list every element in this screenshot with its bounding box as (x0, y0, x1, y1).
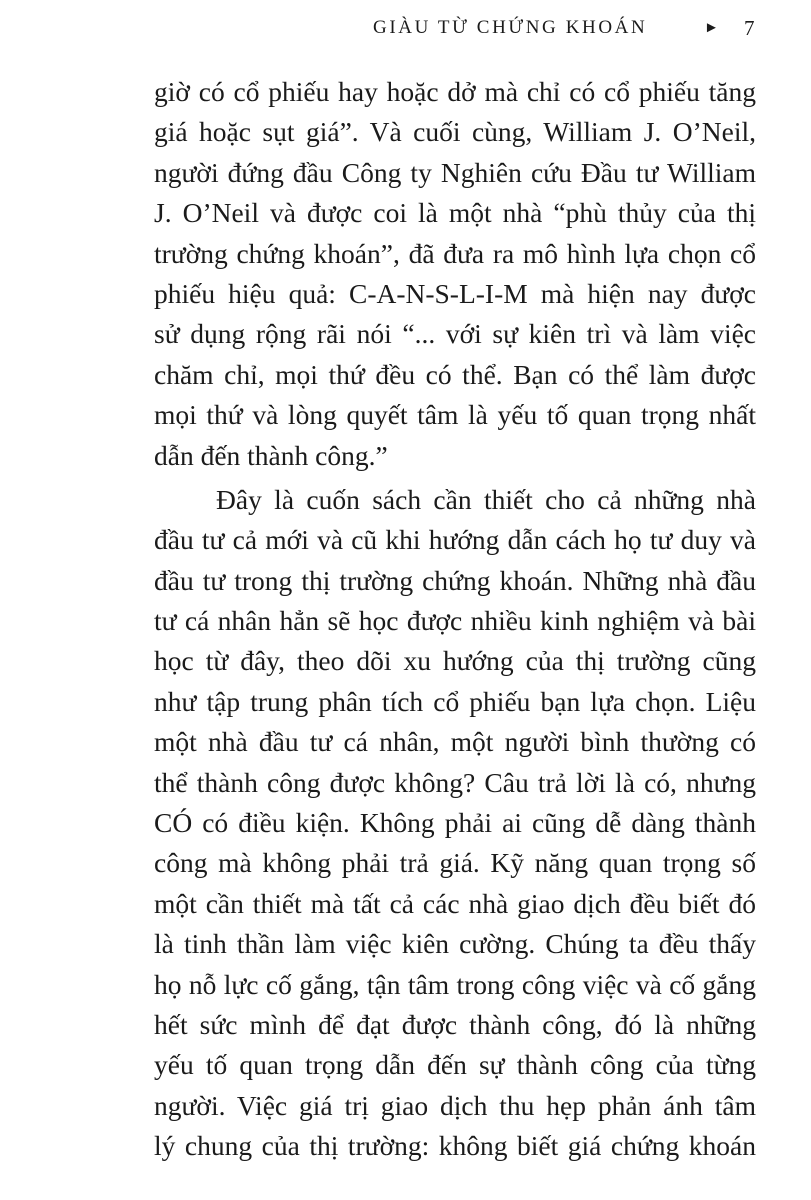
text-line: hết sức mình để đạt được thành công, đó là những (154, 1008, 756, 1040)
text-line: giá hoặc sụt giá”. Và cuối cùng, William J. O’Neil, (154, 116, 756, 148)
page-number: 7 (744, 16, 755, 40)
text-line: mọi thứ và lòng quyết tâm là yếu tố quan trọng nhất (154, 399, 756, 431)
text-line: Đây là cuốn sách cần thiết cho cả những nhà (216, 483, 756, 515)
text-line: chăm chỉ, mọi thứ đều có thể. Bạn có thể làm được (154, 358, 756, 390)
text-line: họ nỗ lực cố gắng, tận tâm trong công việc và cố gắng (154, 968, 756, 1000)
triangle-right-icon: ► (704, 20, 719, 36)
body-text (154, 72, 756, 1167)
running-header (373, 14, 763, 42)
text-line: giờ có cổ phiếu hay hoặc dở mà chỉ có cổ phiếu tăng (154, 76, 756, 107)
text-line: một cần thiết mà tất cả các nhà giao dịch đều biết đó (154, 887, 756, 919)
text-line: trường chứng khoán”, đã đưa ra mô hình lựa chọn cổ (154, 237, 756, 269)
paragraph-2 (154, 480, 756, 1167)
text-line: thể thành công được không? Câu trả lời là có, nhưng (154, 766, 756, 798)
text-line: đầu tư trong thị trường chứng khoán. Những nhà đầu (154, 564, 756, 596)
text-line: sử dụng rộng rãi nói “... với sự kiên trì và làm việc (154, 318, 756, 350)
text-line: học từ đây, theo dõi xu hướng của thị trường cũng (154, 645, 756, 677)
text-line: J. O’Neil và được coi là một nhà “phù thủy của thị (154, 197, 756, 229)
paragraph-1 (154, 72, 756, 476)
text-line: tư cá nhân hẳn sẽ học được nhiều kinh nghiệm và bài (154, 605, 756, 637)
text-line: phiếu hiệu quả: C-A-N-S-L-I-M mà hiện nay được (154, 277, 756, 309)
text-line: lý chung của thị trường: không biết giá chứng khoán (154, 1130, 756, 1162)
text-line: công mà không phải trả giá. Kỹ năng quan trọng số (154, 847, 756, 879)
text-line: là tinh thần làm việc kiên cường. Chúng ta đều thấy (154, 928, 756, 960)
text-line: dẫn đến thành công.” (154, 439, 388, 471)
text-line: người đứng đầu Công ty Nghiên cứu Đầu tư William (154, 156, 756, 188)
text-line: như tập trung phân tích cổ phiếu bạn lựa chọn. Liệu (154, 685, 756, 717)
text-line: CÓ có điều kiện. Không phải ai cũng dễ dàng thành (154, 807, 756, 839)
text-line: yếu tố quan trọng dẫn đến sự thành công của từng (154, 1049, 756, 1081)
text-line: một nhà đầu tư cá nhân, một người bình thường có (154, 726, 756, 758)
book-title: GIÀU TỪ CHỨNG KHOÁN (373, 17, 648, 38)
text-line: đầu tư cả mới và cũ khi hướng dẫn cách họ tư duy và (154, 524, 756, 556)
text-line: người. Việc giá trị giao dịch thu hẹp phản ánh tâm (154, 1089, 756, 1121)
